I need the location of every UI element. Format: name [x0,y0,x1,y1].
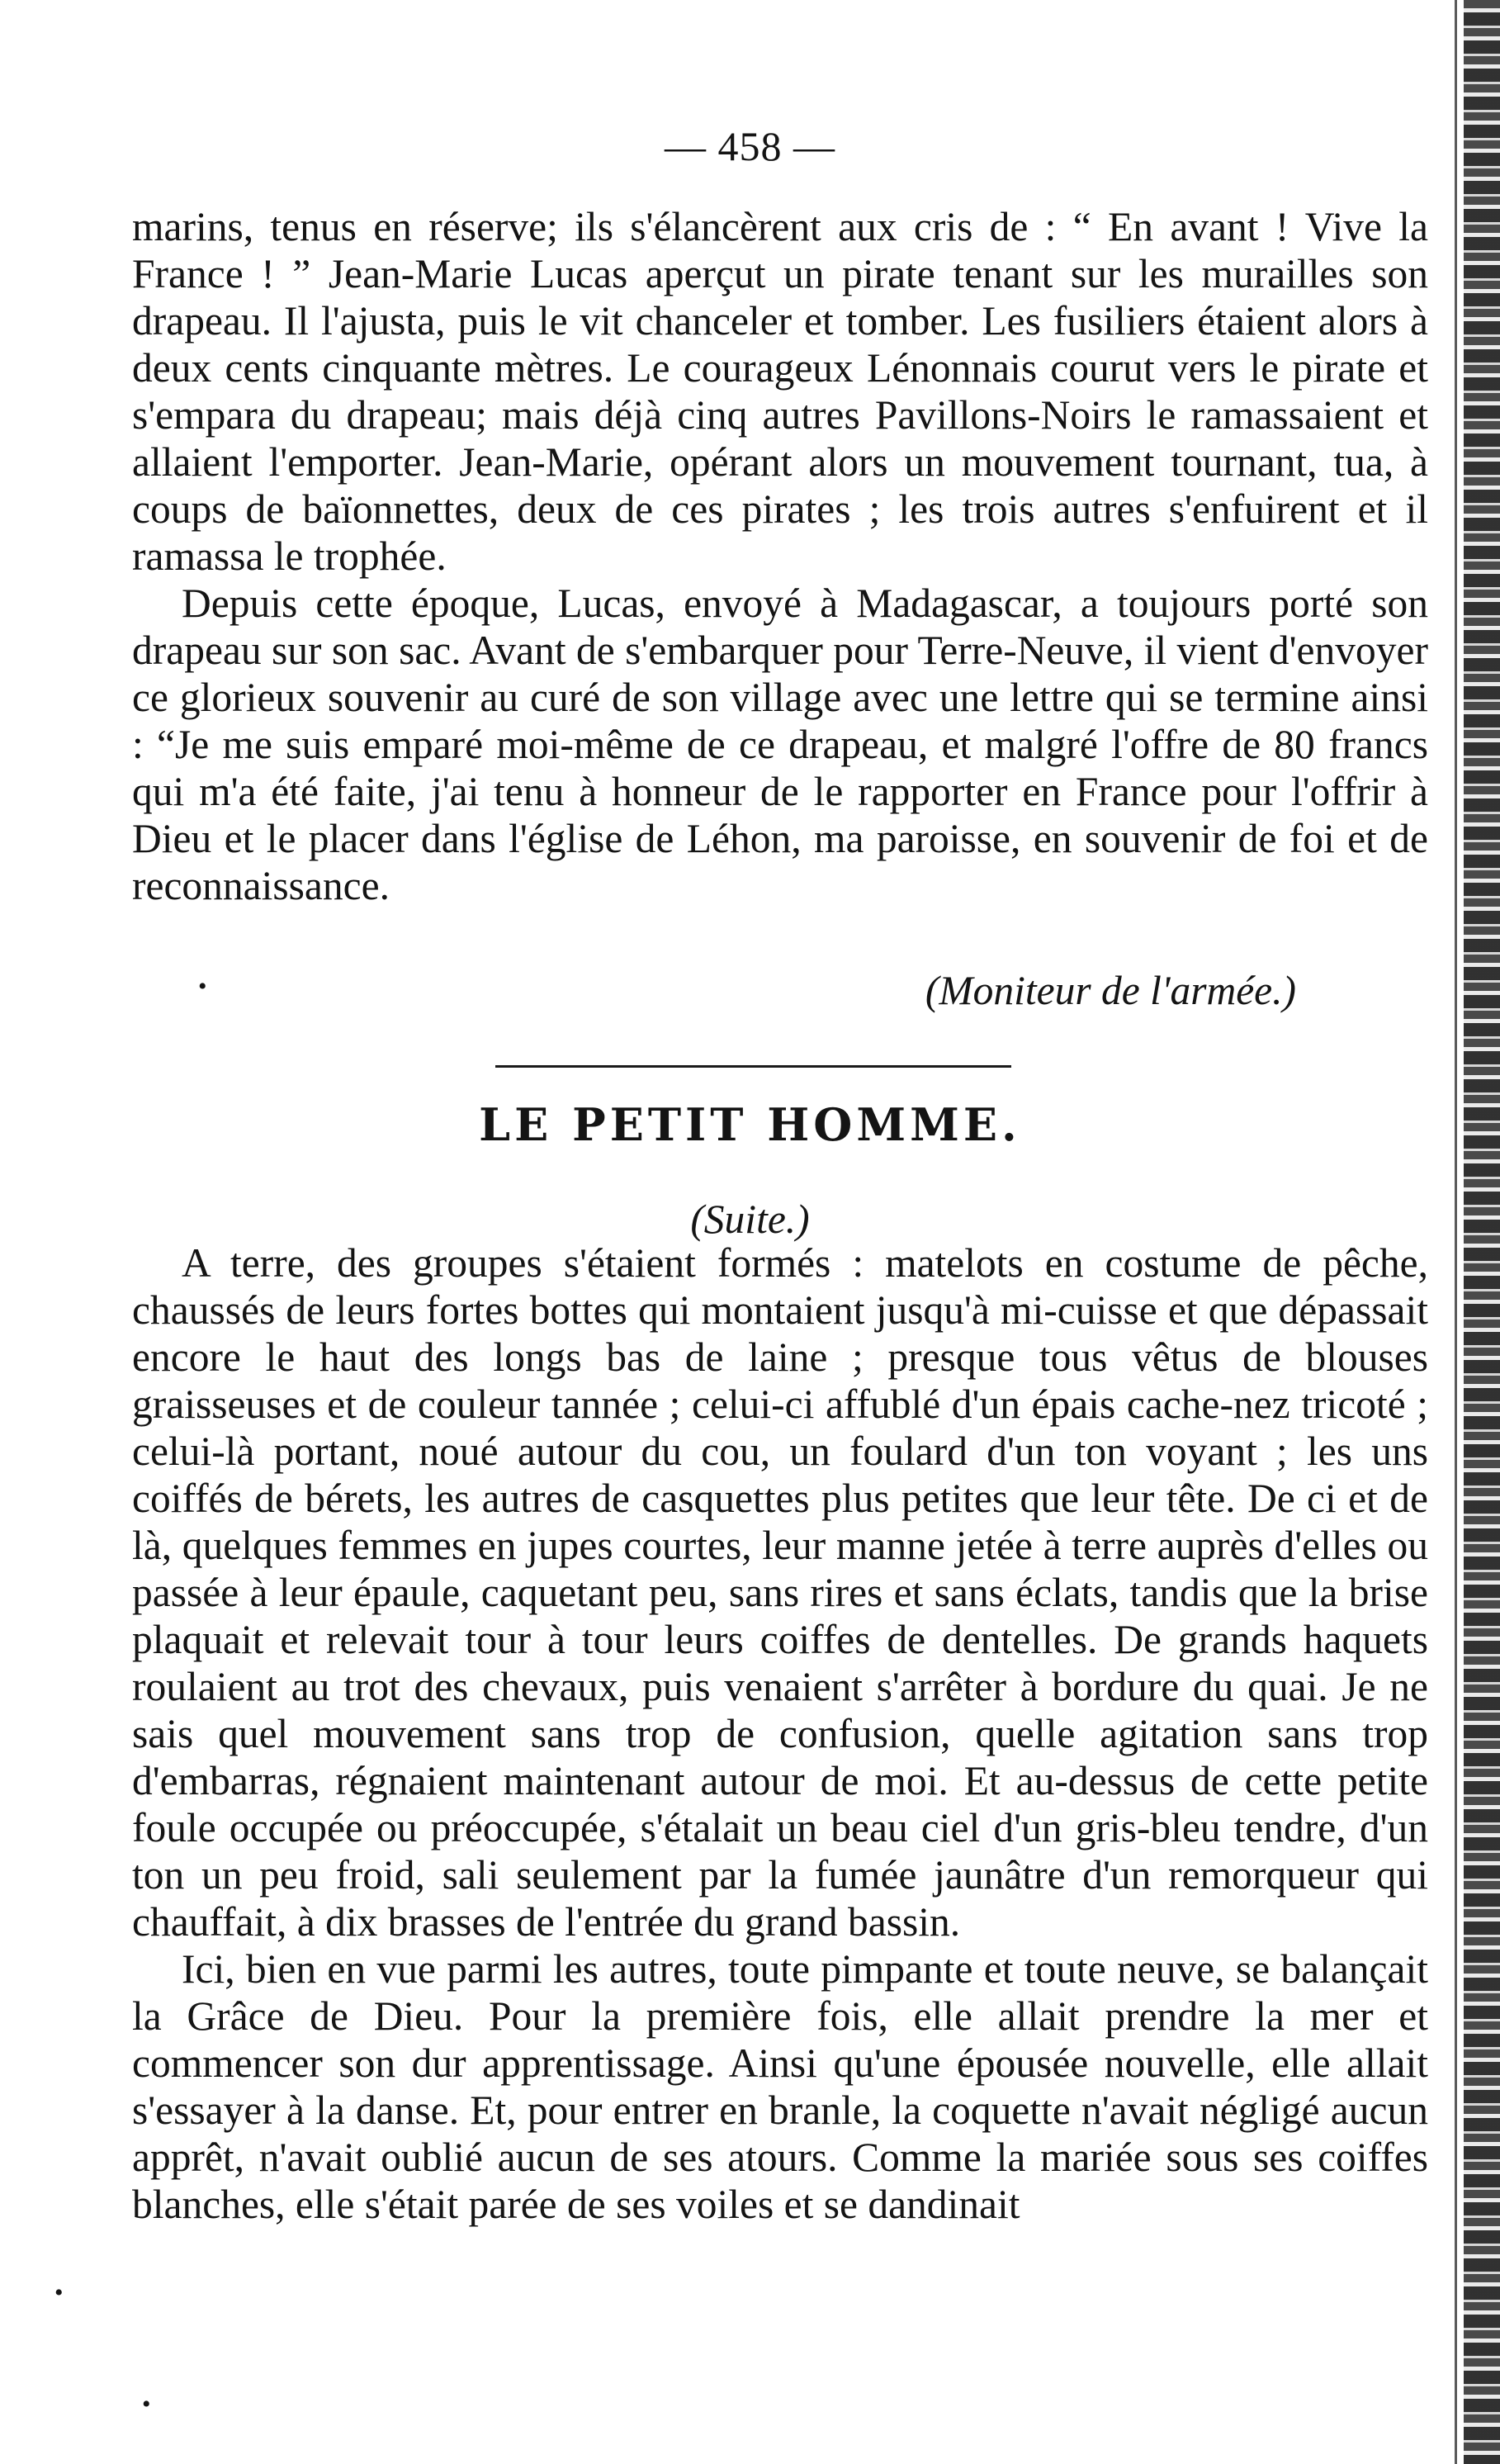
section-subtitle: (Suite.) [690,1196,810,1242]
paragraph: A terre, des groupes s'étaient formés : matelots en costume de pêche, chaussés de leurs fortes bottes qui montaient jusqu'à mi-cuisse et que dépassait encore le haut des longs bas de laine ; presque tous vêtus de blouses graisseuses et de couleur tannée ; celui-ci affublé d'un épais cache-nez tricoté ; celui-là portant, noué autour du cou, un foulard d'un ton voyant ; les uns coiffés de bérets, les autres de casquettes plus petites que leur tête. De ci et de là, quelques femmes en jupes courtes, leur manne jetée à terre auprès d'elles ou passée à leur épaule, caquetant peu, sans rires et sans éclats, tandis que la brise plaquait et relevait tour à tour leurs coiffes de dentelles. De grands haquets roulaient au trot des chevaux, puis venaient s'arrêter à bordure du quai. Je ne sais quel mouvement sans trop de confusion, quelle agitation sans trop d'embarras, régnaient maintenant autour de moi. Et au-dessus de cette petite foule occupée ou préoccupée, s'étalait un beau ciel d'un gris-bleu tendre, d'un ton un peu froid, sali seulement par la fumée jaunâtre d'un remorqueur qui chauffait, à dix brasses de l'entrée du grand bassin. [132,1240,1428,1945]
section-divider [495,1065,1011,1068]
article-ending [132,203,1428,909]
stray-mark: • [198,973,207,1000]
stray-mark: • [54,2279,64,2306]
paragraph: Depuis cette époque, Lucas, envoyé à Madagascar, a toujours porté son drapeau sur son sac. Avant de s'embarquer pour Terre-Neuve, il vient d'envoyer ce glorieux souvenir au curé de son village avec une lettre qui se termine ainsi : “Je me suis emparé moi-même de ce drapeau, et malgré l'offre de 80 francs qui m'a été faite, j'ai tenu à honneur de le rapporter en France pour l'offrir à Dieu et le placer dans l'église de Léhon, ma paroisse, en souvenir de foi et de reconnaissance. [132,580,1428,908]
page-number: — 458 — [665,123,835,169]
story-text [132,1239,1428,2228]
page-edge-line [1455,0,1457,2464]
paragraph: Ici, bien en vue parmi les autres, toute pimpante et toute neuve, se balançait la Grâce de Dieu. Pour la première fois, elle allait prendre la mer et commencer son dur apprentissage. Ainsi qu'une épousée nouvelle, elle allait s'essayer à la danse. Et, pour entrer en branle, la coquette n'avait négligé aucun apprêt, n'avait oublié aucun de ses atours. Comme la mariée sous ses coiffes blanches, elle s'était parée de ses voiles et se dandinait [132,1946,1428,2227]
stray-mark: • [142,2391,151,2418]
page-edge-binding [1464,0,1500,2464]
source-citation: (Moniteur de l'armée.) [925,968,1296,1013]
paragraph: marins, tenus en réserve; ils s'élancèrent aux cris de : “ En avant ! Vive la France ! ” Jean-Marie Lucas aperçut un pirate tenant sur les murailles son drapeau. Il l'ajusta, puis le vit chanceler et tomber. Les fusiliers étaient alors à deux cents cinquante mètres. Le courageux Lénonnais courut vers le pirate et s'empara du drapeau; mais déjà cinq autres Pavillons-Noirs le ramassaient et allaient l'emporter. Jean-Marie, opérant alors un mouvement tournant, tua, à coups de baïonnettes, deux de ces pirates ; les trois autres s'enfuirent et il ramassa le trophée. [132,204,1428,579]
section-title: LE PETIT HOMME. [479,1098,1021,1151]
